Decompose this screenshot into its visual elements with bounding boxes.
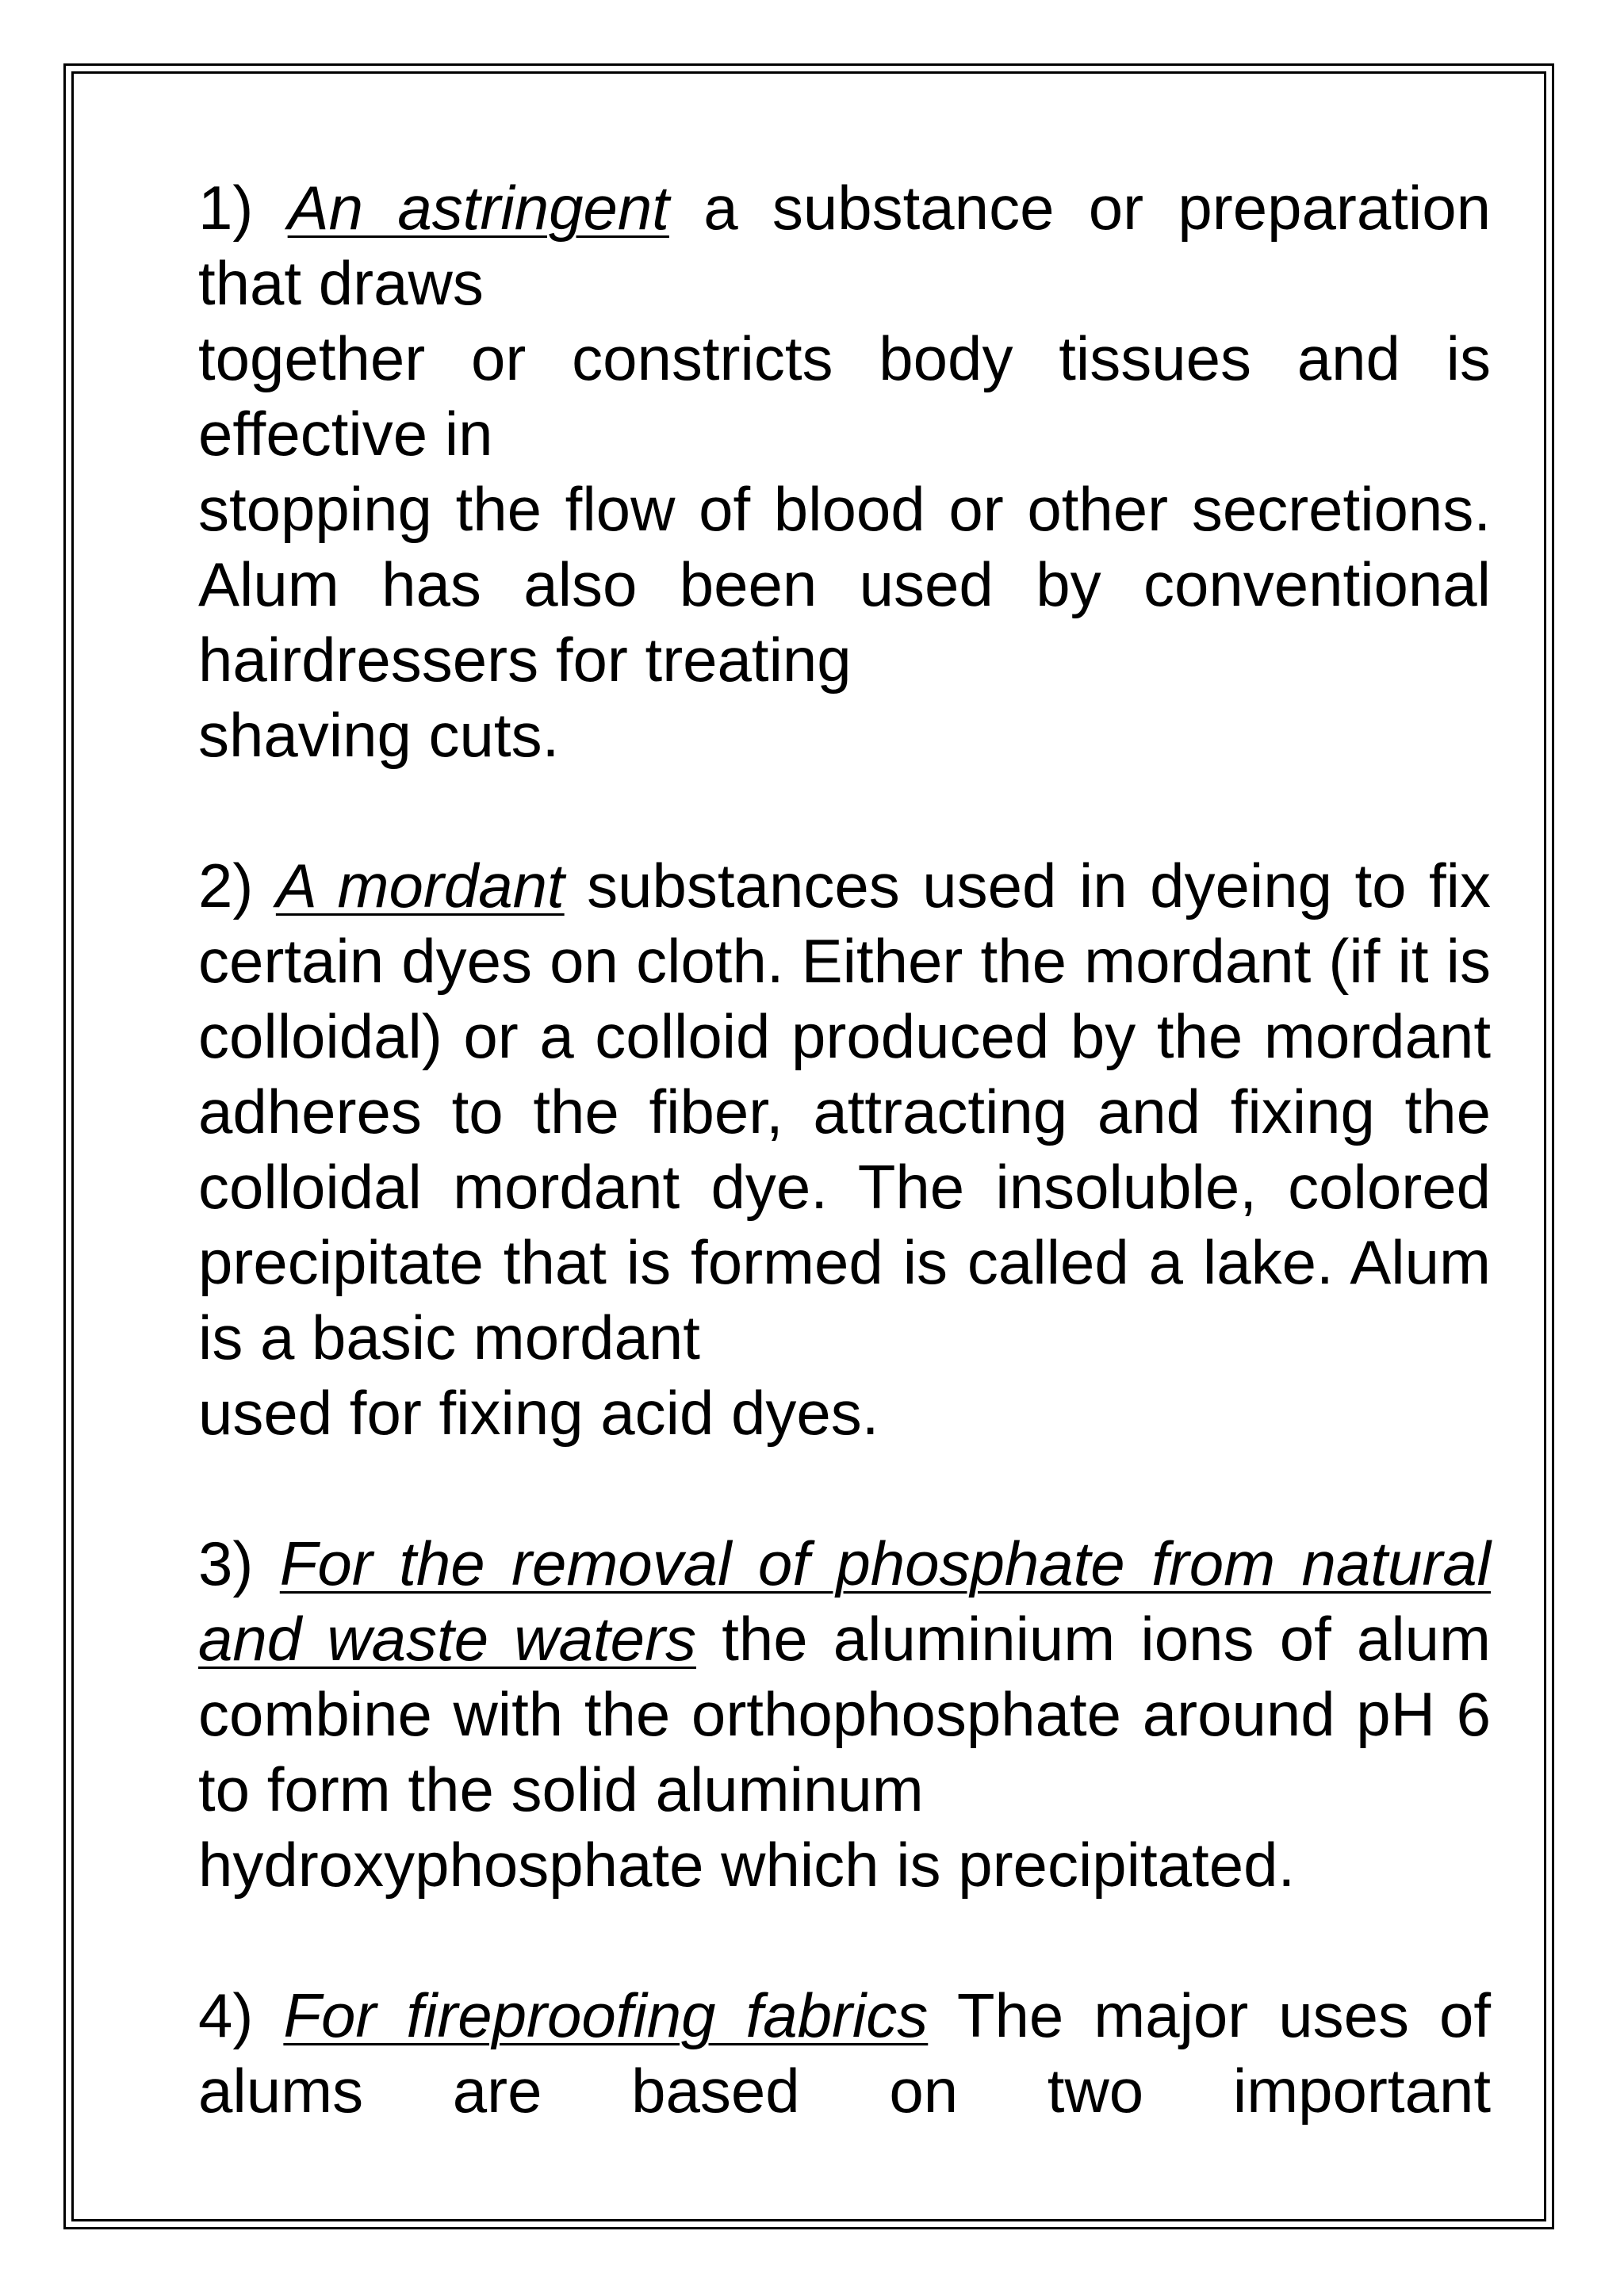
paragraph-body: the aluminium ions of alum combine with the orthophosphate around pH 6 to form the solid aluminum <box>198 1604 1491 1824</box>
paragraph-text <box>198 1526 1491 1827</box>
paragraph-line: effective in <box>198 399 493 469</box>
paragraph-line <box>198 170 1491 246</box>
paragraph-body: The major uses of alums are based on two important <box>198 1980 1492 2126</box>
term-heading: A mordant <box>275 851 565 920</box>
paragraph-text: a substance or preparation <box>703 173 1491 243</box>
paragraph-line: together or constricts body tissues and is <box>198 323 1491 393</box>
term-heading: An astringent <box>287 173 669 243</box>
paragraph-text: stopping the flow of blood or other secretions. Alum has also been used by conventional hairdressers for treating <box>198 474 1491 695</box>
paragraph-text <box>198 1978 1491 2129</box>
document-body <box>198 170 1491 2204</box>
paragraph-mordant <box>198 848 1491 1451</box>
term-heading: For the removal of phosphate from natural and waste waters <box>198 1529 1492 1674</box>
paragraph-number: 3) <box>198 1529 254 1598</box>
paragraph-line: hydroxyphosphate which is precipitated. <box>198 1830 1296 1900</box>
paragraph-phosphate-removal <box>198 1526 1491 1903</box>
term-heading: For fireproofing fabrics <box>283 1980 929 2050</box>
paragraph-line: shaving cuts. <box>198 700 560 770</box>
paragraph-text <box>198 848 1491 1376</box>
paragraph-body: substances used in dyeing to fix certain dyes on cloth. Either the mordant (if it is colloidal) or a colloid produced by the mordant adheres to the fiber, attracting and fixing the colloidal mordant dye. The insoluble, colored precipitate that is formed is called a lake. Alum is a basic mordant <box>198 851 1492 1372</box>
paragraph-number: 2) <box>198 851 254 920</box>
paragraph-astringent <box>198 170 1491 773</box>
paragraph-fireproofing <box>198 1978 1491 2129</box>
paragraph-line: that draws <box>198 248 484 318</box>
paragraph-number: 4) <box>198 1980 254 2050</box>
paragraph-number: 1) <box>198 173 254 243</box>
paragraph-line: used for fixing acid dyes. <box>198 1378 879 1448</box>
